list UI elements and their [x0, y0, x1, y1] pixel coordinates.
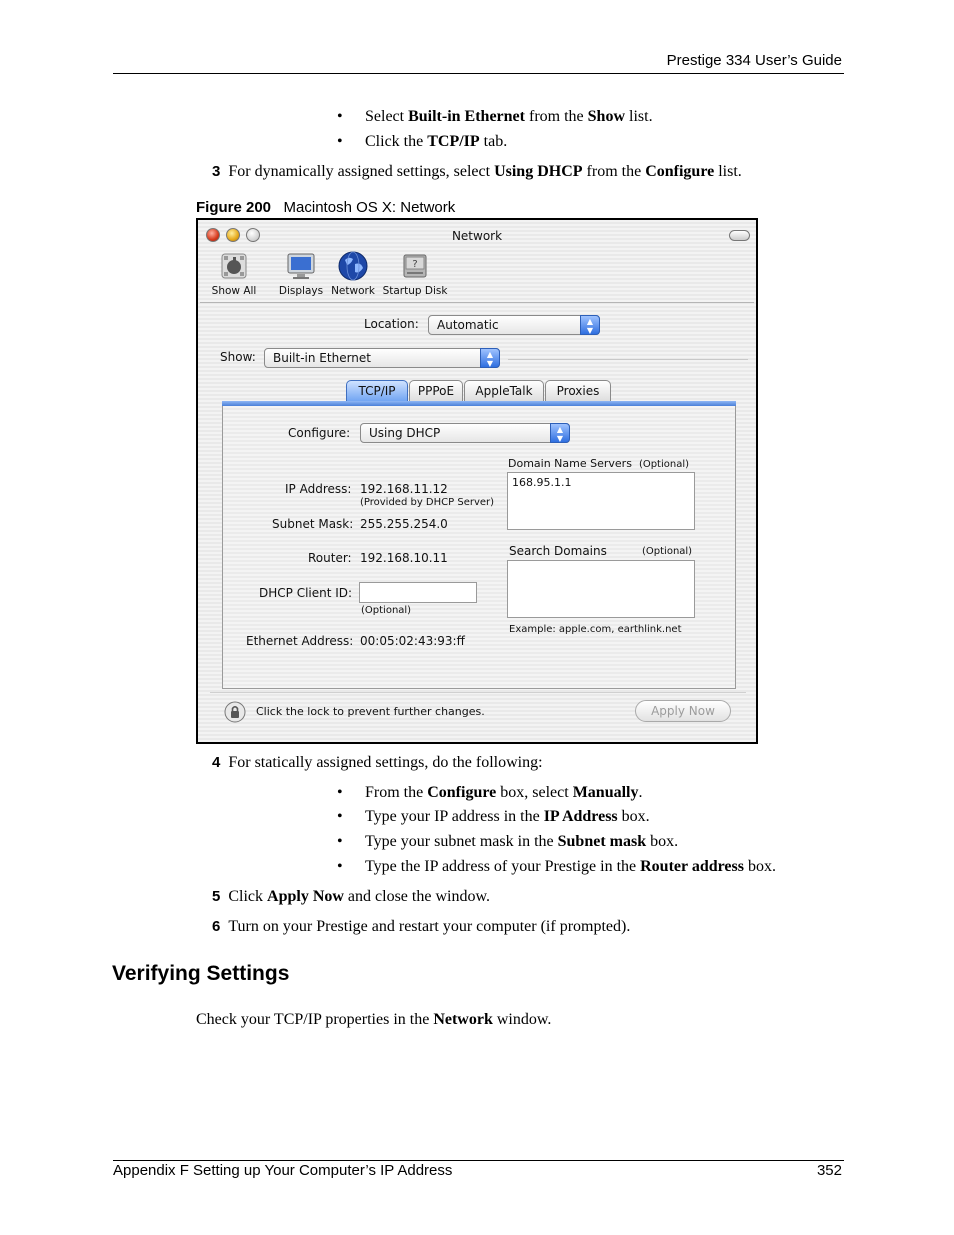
search-domains-optional: (Optional) [642, 546, 693, 557]
apply-now-button[interactable]: Apply Now [635, 700, 731, 722]
location-label: Location: [364, 317, 419, 331]
lock-icon[interactable] [224, 701, 246, 723]
dhcp-client-id-label: DHCP Client ID: [259, 586, 353, 600]
dhcp-client-id-optional: (Optional) [361, 605, 412, 616]
verify-paragraph: Check your TCP/IP properties in the Network window. [196, 1011, 552, 1028]
subnet-value: 255.255.254.0 [360, 517, 448, 531]
toolbar-network[interactable]: Network [328, 250, 378, 297]
step-5: 5 Click Apply Now and close the window. [212, 888, 490, 905]
ethernet-value: 00:05:02:43:93:ff [360, 634, 465, 648]
lock-text: Click the lock to prevent further changes. [256, 705, 485, 718]
show-popup[interactable]: Built-in Ethernet ▲ ▼ [264, 348, 500, 368]
popup-arrows-icon: ▲ ▼ [480, 348, 500, 368]
toolbar-displays[interactable]: Displays [276, 250, 326, 297]
subnet-label: Subnet Mask: [272, 517, 354, 531]
configure-label: Configure: [288, 426, 351, 440]
list-item: • From the Configure box, select Manually. [337, 784, 643, 801]
footer-title: Appendix F Setting up Your Computer’s IP Address [113, 1162, 453, 1179]
list-item: • Type your IP address in the IP Address box. [337, 808, 650, 825]
search-domains-label: Search Domains [509, 544, 607, 558]
toolbar-startup-disk[interactable]: ? Startup Disk [380, 250, 450, 297]
tab-pppoe[interactable]: PPPoE [409, 380, 463, 402]
tab-proxies[interactable]: Proxies [545, 380, 611, 402]
toolbar-toggle-icon[interactable] [729, 230, 750, 241]
configure-popup[interactable]: Using DHCP ▲ ▼ [360, 423, 570, 443]
tab-tcpip[interactable]: TCP/IP [346, 380, 408, 402]
step-3: 3 For dynamically assigned settings, select Using DHCP from the Configure list. [212, 163, 742, 180]
ip-note: (Provided by DHCP Server) [360, 497, 495, 508]
toolbar-divider [200, 302, 754, 303]
ip-value: 192.168.11.12 [360, 482, 448, 496]
router-value: 192.168.10.11 [360, 551, 448, 565]
ip-label: IP Address: [285, 482, 352, 496]
list-item: • Click the TCP/IP tab. [337, 133, 508, 150]
search-example: Example: apple.com, earthlink.net [509, 624, 682, 635]
hard-disk-icon [399, 250, 431, 282]
show-label: Show: [220, 350, 256, 364]
tab-appletalk[interactable]: AppleTalk [464, 380, 544, 402]
show-all-icon [218, 250, 250, 282]
header-rule [113, 73, 844, 74]
title-bar[interactable] [198, 220, 756, 250]
popup-arrows-icon: ▲ ▼ [580, 315, 600, 335]
router-label: Router: [308, 551, 352, 565]
displays-icon [285, 250, 317, 282]
network-window [196, 218, 758, 744]
ethernet-label: Ethernet Address: [246, 634, 354, 648]
bottom-divider [210, 692, 746, 693]
globe-icon [337, 250, 369, 282]
search-domains-field[interactable] [507, 560, 695, 618]
page-number: 352 [816, 1162, 842, 1179]
dns-label: Domain Name Servers (Optional) [508, 457, 690, 470]
section-heading: Verifying Settings [112, 962, 290, 985]
step-4: 4 For statically assigned settings, do the following: [212, 754, 543, 771]
window-title: Network [451, 229, 503, 243]
list-item: • Select Built-in Ethernet from the Show list. [337, 108, 653, 125]
location-popup[interactable]: Automatic ▲ ▼ [428, 315, 600, 335]
toolbar-show-all[interactable]: Show All [208, 250, 260, 297]
list-item: • Type your subnet mask in the Subnet mask box. [337, 833, 679, 850]
list-item: • Type the IP address of your Prestige in the Router address box. [337, 858, 776, 875]
figure-caption: Figure 200 Macintosh OS X: Network [196, 199, 456, 216]
panel-accent [222, 401, 736, 406]
dns-field[interactable]: 168.95.1.1 [507, 472, 695, 530]
divider [508, 359, 748, 360]
popup-arrows-icon: ▲ ▼ [550, 423, 570, 443]
step-6: 6 Turn on your Prestige and restart your computer (if prompted). [212, 918, 631, 935]
dhcp-client-id-field[interactable] [359, 582, 477, 603]
svg-text:?: ? [412, 259, 418, 270]
footer-rule [113, 1160, 844, 1161]
running-header: Prestige 334 User’s Guide [666, 52, 842, 69]
